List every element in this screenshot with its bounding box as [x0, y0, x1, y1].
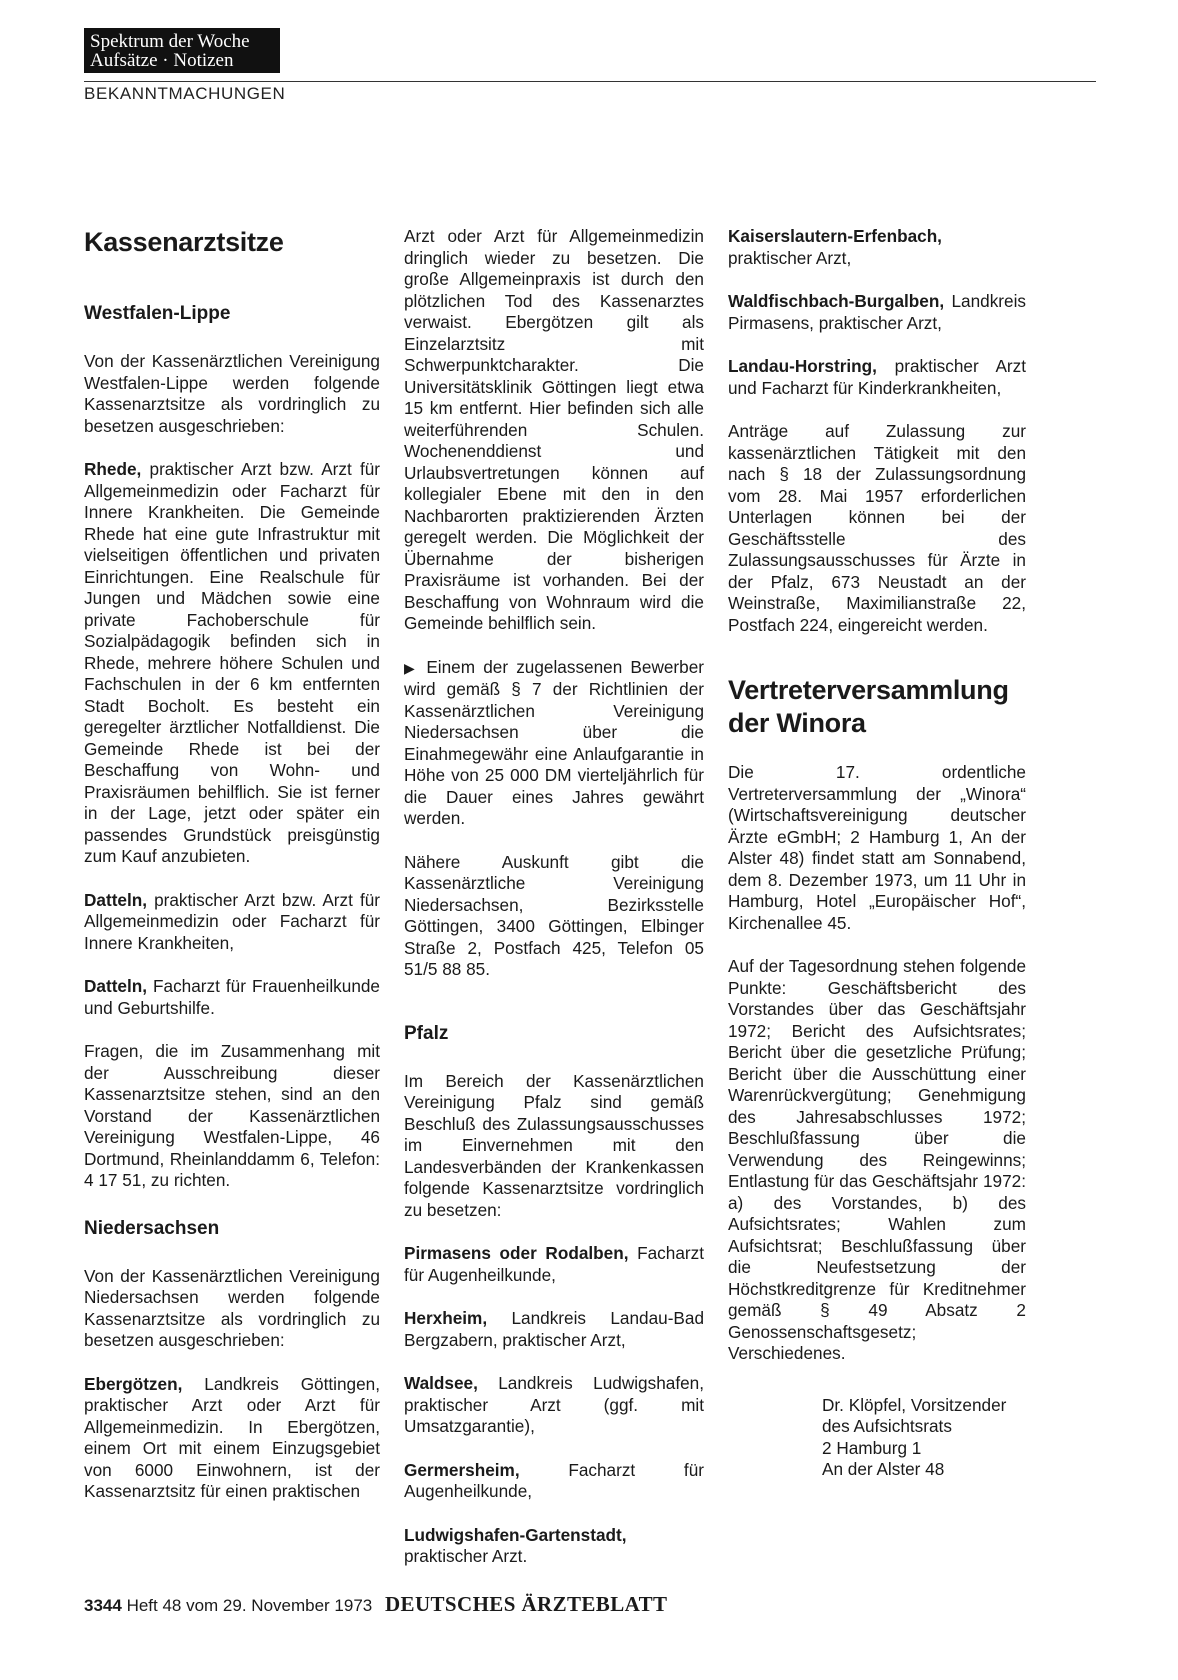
paragraph-tagesordnung: Auf der Tagesordnung stehen folgende Punkte: Geschäftsbericht des Vorstandes über das Geschäftsjahr 1972; Bericht des Aufsichtsrates; Bericht über die gesetzliche Prüfung; Bericht über die Ausschüttung einer Warenrückvergütung; Genehmigung des Jahresabschlusses 1972; Beschlußfassung über die Verwendung des Reingewinns; Entlastung für das Geschäftsjahr 1972: a) des Vorstandes, b) des Aufsichtsrates; Wahlen zum Aufsichtsrat; Beschlußfassung über die Neufestsetzung der Höchstkreditgrenze für Kreditnehmer gemäß § 49 Absatz 2 Genossenschaftsgesetz; Verschiedenes. [728, 956, 1026, 1363]
entry-germersheim [404, 1460, 704, 1503]
place-herxheim: Herxheim, [404, 1308, 488, 1328]
heading-niedersachsen: Niedersachsen [84, 1217, 220, 1239]
entry-kaiserslautern-text: praktischer Arzt, [728, 247, 852, 268]
place-rhede: Rhede, [84, 459, 142, 479]
place-waldfischbach: Waldfischbach-Burgalben, [728, 291, 945, 311]
entry-ludwigshafen-text: praktischer Arzt. [404, 1546, 528, 1566]
paragraph-antraege: Anträge auf Zulassung zur kassenärztlichen Tätigkeit mit den nach § 18 der Zulassungsordnung vom 28. Mai 1957 erforderlichen Unterlagen können bei der Geschäftsstelle des Zulassungsausschusses für Ärzte in der Pfalz, 673 Neustadt an der Weinstraße, Maximilianstraße 22, Postfach 224, eingereicht werden. [728, 421, 1026, 635]
article-title-winora [728, 674, 1026, 740]
paragraph-pfalz-intro: Im Bereich der Kassenärztlichen Vereinigung Pfalz sind gemäß Beschluß des Zulassungsausschusses im Einvernehmen mit den Landesverbänden der Krankenkassen folgende Kassenarztsitze vordringlich zu besetzen: [404, 1070, 704, 1220]
signature-block [728, 1395, 1026, 1481]
place-germersheim: Germersheim, [404, 1459, 520, 1480]
entry-ebergoetzen-text: Landkreis Göttingen, praktischer Arzt oder Arzt für Allgemeinmedizin. In Ebergötzen, einem Ort mit einem Einzugsgebiet von 6000 Einwohnern, ist der Kassenarztsitz für einen praktischen [84, 1373, 380, 1501]
place-waldsee: Waldsee, [404, 1373, 478, 1393]
entry-pirmasens-text: Facharzt für Augenheilkunde, [404, 1243, 704, 1285]
column-2 [404, 226, 704, 1568]
article-title: Kassenarztsitze [84, 227, 284, 257]
paragraph-wl-intro: Von der Kassenärztlichen Vereinigung Westfalen-Lippe werden folgende Kassenarztsitze als vordringlich zu besetzen ausgeschrieben: [84, 351, 380, 436]
masthead-line-2: Aufsätze · Notizen [90, 50, 234, 71]
heading-pfalz: Pfalz [404, 1022, 449, 1044]
entry-waldsee-text: Landkreis Ludwigshafen, praktischer Arzt (ggf. mit Umsatzgarantie), [404, 1373, 704, 1436]
paragraph-winora: Die 17. ordentliche Vertreterversammlung der „Winora“ (Wirtschaftsvereinigung deutscher Ärzte eGmbH; 2 Hamburg 1, An der Alster 48) findet statt am Sonnabend, dem 8. Dezember 1973, um 11 Uhr in Hamburg, Hotel „Europäischer Hof“, Kirchenallee 45. [728, 762, 1026, 933]
entry-ludwigshafen [404, 1525, 704, 1568]
title-winora-line-1: Vertreterversammlung [728, 675, 1009, 705]
issue-info: Heft 48 vom 29. November 1973 [126, 1596, 373, 1615]
place-ludwigshafen: Ludwigshafen-Gartenstadt, [404, 1524, 627, 1545]
entry-datteln-1 [84, 890, 380, 955]
column-3 [728, 226, 1026, 1481]
entry-waldsee [404, 1373, 704, 1438]
section-label: BEKANNTMACHUNGEN [84, 84, 286, 103]
entry-herxheim-text: Landkreis Landau-Bad Bergzabern, praktischer Arzt, [404, 1308, 704, 1350]
entry-herxheim [404, 1308, 704, 1351]
page-footer [84, 1592, 667, 1617]
masthead [84, 28, 280, 73]
place-landau-horstring: Landau-Horstring, [728, 356, 877, 376]
entry-pirmasens [404, 1243, 704, 1286]
place-pirmasens: Pirmasens oder Rodalben, [404, 1243, 629, 1263]
entry-kaiserslautern [728, 226, 1026, 269]
entry-waldfischbach [728, 291, 1026, 334]
signature-line-3: 2 Hamburg 1 [822, 1437, 922, 1458]
paragraph-fragen: Fragen, die im Zusammenhang mit der Ausschreibung dieser Kassenarztsitze stehen, sind an den Vorstand der Kassenärztlichen Vereinigung Westfalen-Lippe, 46 Dortmund, Rheinlanddamm 6, Telefon: 4 17 51, zu richten. [84, 1041, 380, 1190]
paragraph-auskunft: Nähere Auskunft gibt die Kassenärztliche Vereinigung Niedersachsen, Bezirksstelle Göttingen, 3400 Göttingen, Elbinger Straße 2, Postfach 425, Telefon 05 51/5 88 85. [404, 851, 704, 979]
column-1 [84, 226, 380, 1503]
masthead-line-1: Spektrum der Woche [90, 31, 250, 52]
place-ebergoetzen: Ebergötzen, [84, 1373, 183, 1394]
entry-datteln-2-text: Facharzt für Frauenheilkunde und Geburtshilfe. [84, 976, 380, 1018]
signature-line-4: An der Alster 48 [822, 1459, 945, 1479]
entry-datteln-1-text: praktischer Arzt bzw. Arzt für Allgemeinmedizin oder Facharzt für Innere Krankheiten, [84, 889, 381, 953]
title-winora-line-2: der Winora [728, 708, 866, 738]
paragraph-ns-intro: Von der Kassenärztlichen Vereinigung Niedersachsen werden folgende Kassenarztsitze als vordringlich zu besetzen ausgeschrieben: [84, 1265, 380, 1350]
heading-westfalen-lippe: Westfalen-Lippe [84, 303, 231, 324]
triangle-bullet-icon: ▶ [404, 659, 419, 676]
entry-datteln-2 [84, 976, 380, 1019]
entry-germersheim-text: Facharzt für Augenheilkunde, [404, 1459, 704, 1501]
page-number: 3344 [84, 1596, 122, 1615]
place-kaiserslautern: Kaiserslautern-Erfenbach, [728, 226, 942, 246]
entry-rhede [84, 459, 380, 868]
entry-rhede-text: praktischer Arzt bzw. Arzt für Allgemeinmedizin oder Facharzt für Innere Krankheiten. Die Gemeinde Rhede hat eine gute Infrastruktur mit vielseitigen öffentlichen und privaten Einrichtungen. Eine Realschule für Jungen und Mädchen sowie eine private Fachoberschule für Sozialpädagogik befinden sich in Rhede, mehrere höhere Schulen und Fachschulen in der 6 km entfernten Stadt Bocholt. Es besteht ein geregelter ärztlicher Notfalldienst. Die Gemeinde Rhede ist bei der Beschaffung von Wohn- und Praxisräumen behilflich. Sie ist ferner in der Lage, jetzt oder später ein passendes Grundstück preisgünstig zum Kauf anzubieten. [84, 459, 381, 866]
paragraph-garantie [404, 657, 704, 830]
paragraph-ebergoetzen-cont: Arzt oder Arzt für Allgemeinmedizin dringlich wieder zu besetzen. Die große Allgemeinpraxis ist durch den plötzlichen Tod des Kassenarztes verwaist. Ebergötzen gilt als Einzelarztsitz mit Schwerpunktcharakter. Die Universitätsklinik Göttingen liegt etwa 15 km entfernt. Hier befinden sich alle weiterführenden Schulen. Wochenenddienst und Urlaubsvertretungen können auf kollegialer Ebene mit den in den Nachbarorten praktizierenden Ärzten geregelt werden. Die Möglichkeit der Übernahme der bisherigen Praxisräume ist vorhanden. Bei der Beschaffung von Wohnraum wird die Gemeinde behilflich sein. [404, 226, 704, 633]
entry-ebergoetzen [84, 1374, 380, 1503]
header-rule [84, 81, 1096, 82]
entry-landau-horstring [728, 356, 1026, 399]
entry-waldfischbach-text: Landkreis Pirmasens, praktischer Arzt, [728, 291, 1026, 333]
signature-line-1: Dr. Klöpfel, Vorsitzender [822, 1394, 1007, 1415]
journal-name: DEUTSCHES ÄRZTEBLATT [384, 1592, 668, 1616]
entry-landau-horstring-text: praktischer Arzt und Facharzt für Kinderkrankheiten, [728, 356, 1026, 398]
paragraph-garantie-text: Einem der zugelassenen Bewerber wird gemäß § 7 der Richtlinien der Kassenärztlichen Vereinigung Niedersachsen über die Einahmegewähr eine Anlaufgarantie in Höhe von 25 000 DM vierteljährlich für die Dauer eines Jahres gewährt werden. [404, 656, 704, 828]
signature-line-2: des Aufsichtsrats [822, 1416, 952, 1436]
place-datteln-1: Datteln, [84, 889, 148, 910]
place-datteln-2: Datteln, [84, 976, 148, 996]
